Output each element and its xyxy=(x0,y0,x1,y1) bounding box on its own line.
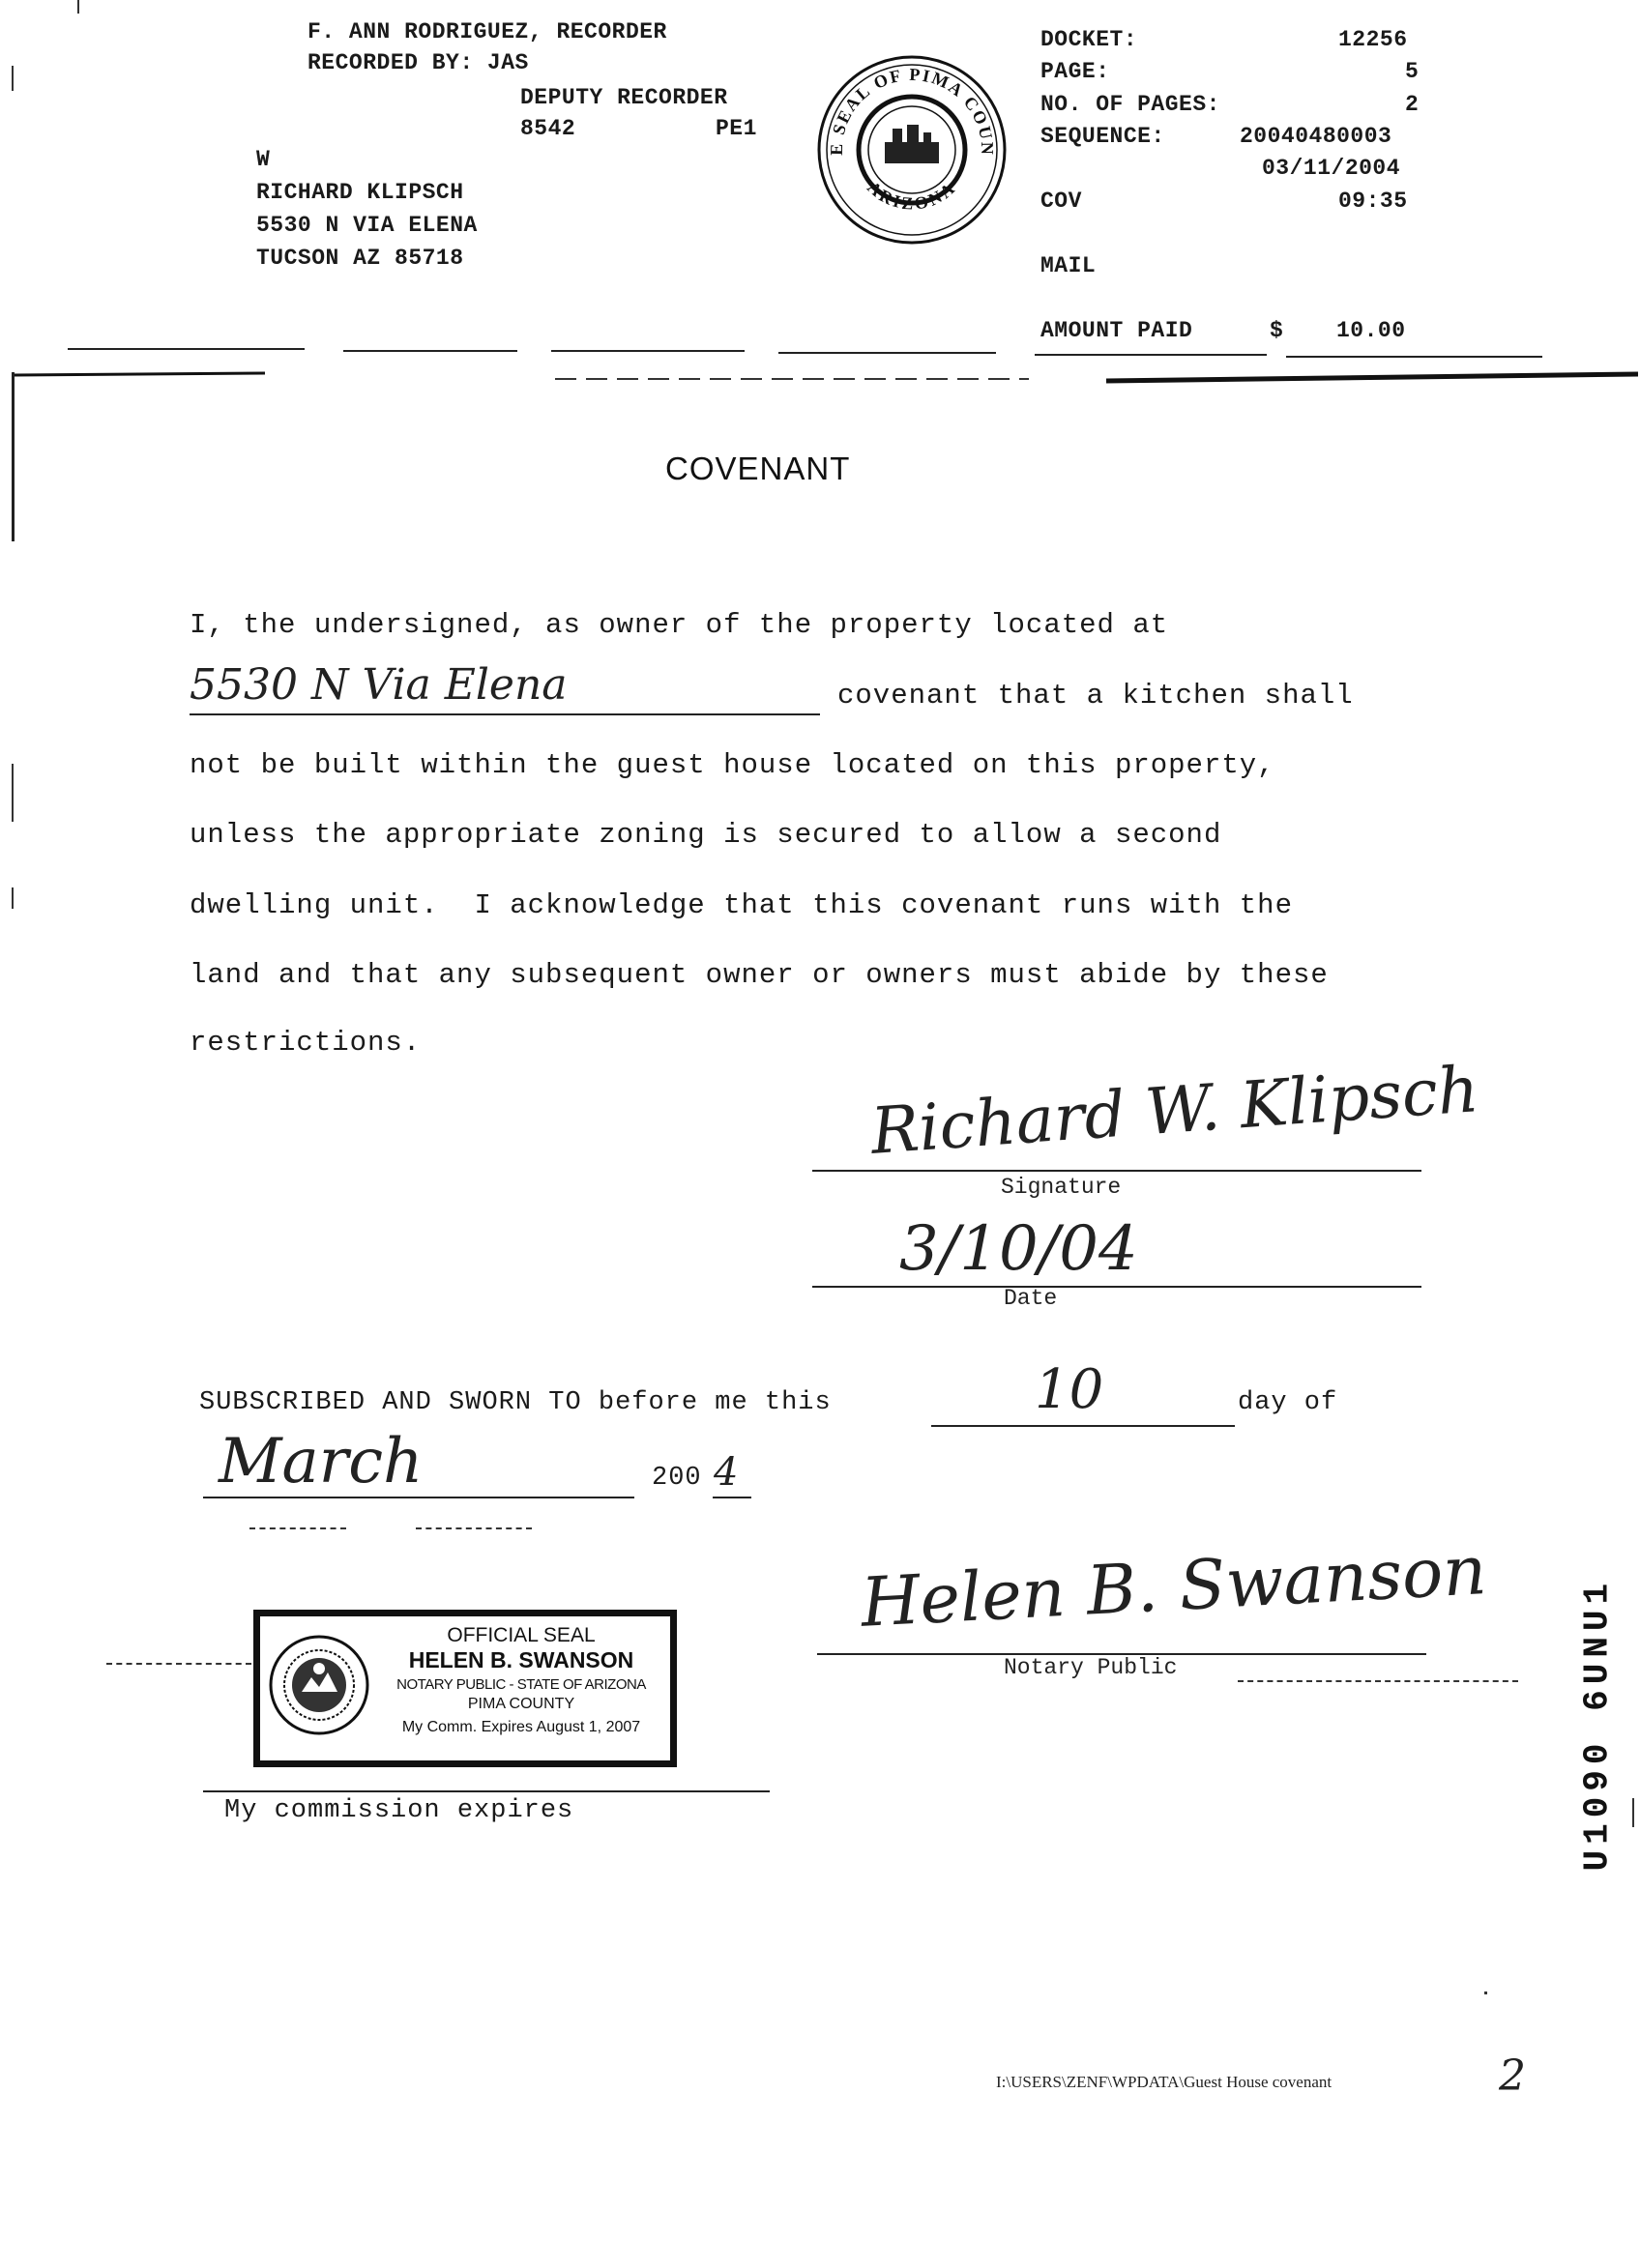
handwritten-address: 5530 N Via Elena xyxy=(190,660,568,710)
recorder-code-left: 8542 xyxy=(520,116,576,141)
sequence-value: 20040480003 xyxy=(1240,124,1392,149)
owner-signature: Richard W. Klipsch xyxy=(868,1052,1481,1169)
header-rule xyxy=(1286,356,1542,358)
addressee-street: 5530 N VIA ELENA xyxy=(256,213,478,238)
stamp-line-3: NOTARY PUBLIC - STATE OF ARIZONA xyxy=(396,1676,646,1693)
month-line xyxy=(203,1497,634,1498)
body-line-2: covenant that a kitchen shall xyxy=(837,680,1354,712)
notary-signature: Helen B. Swanson xyxy=(859,1530,1489,1643)
header-rule xyxy=(343,350,517,352)
stamp-line-2: HELEN B. SWANSON xyxy=(408,1647,634,1672)
day-of-text: day of xyxy=(1238,1388,1338,1417)
stamp-line-5: My Comm. Expires August 1, 2007 xyxy=(401,1719,641,1735)
header-rule xyxy=(68,348,305,350)
year-prefix: 200 xyxy=(652,1464,702,1493)
pages-label: NO. OF PAGES: xyxy=(1040,92,1220,117)
body-line-7: restrictions. xyxy=(190,1027,422,1059)
pages-value: 2 xyxy=(1405,92,1420,117)
recorded-by: RECORDED BY: JAS xyxy=(308,50,529,75)
signature-label: Signature xyxy=(1001,1175,1122,1200)
stamp-line-1: OFFICIAL SEAL xyxy=(447,1624,596,1646)
recorder-name: F. ANN RODRIGUEZ, RECORDER xyxy=(308,19,667,44)
page-label: PAGE: xyxy=(1040,59,1110,84)
year-line xyxy=(713,1497,751,1498)
handwritten-date: 3/10/04 xyxy=(899,1213,1138,1285)
stray-dash xyxy=(416,1527,532,1529)
margin-number xyxy=(1559,1527,1636,1875)
svg-text:THE SEAL OF PIMA COUNTY xyxy=(815,53,997,157)
notary-dash-right xyxy=(1238,1680,1518,1682)
recorder-code-right: PE1 xyxy=(716,116,757,141)
county-seal xyxy=(815,53,1009,247)
body-line-3: not be built within the guest house located on this property, xyxy=(190,749,1275,781)
scan-speck xyxy=(12,764,14,822)
header-rule xyxy=(1035,354,1267,356)
header-rule xyxy=(778,352,996,354)
scan-speck xyxy=(1632,1798,1634,1827)
docket-label: DOCKET: xyxy=(1040,27,1138,52)
record-time: 09:35 xyxy=(1338,189,1408,214)
scan-speck xyxy=(77,0,79,14)
footer-file-path: I:\USERS\ZENF\WPDATA\Guest House covenant xyxy=(996,2073,1332,2091)
stamp-line-4: PIMA COUNTY xyxy=(467,1696,575,1712)
scan-speck xyxy=(1484,1992,1487,1994)
signature-line xyxy=(812,1170,1421,1172)
date-label: Date xyxy=(1004,1286,1058,1311)
docket-value: 12256 xyxy=(1338,27,1408,52)
seal-top-text: E SEAL OF PIMA COUN xyxy=(826,64,998,157)
amount-label: AMOUNT PAID xyxy=(1040,318,1193,343)
margin-number-text: U1090 6UNU1 xyxy=(1577,1577,1618,1872)
header-rule xyxy=(551,350,745,352)
scan-speck xyxy=(12,66,14,91)
body-line-1: I, the undersigned, as owner of the property located at xyxy=(190,609,1169,641)
svg-text:ARIZONA xyxy=(864,177,960,213)
notary-dash-left xyxy=(106,1663,251,1665)
page-value: 5 xyxy=(1405,59,1420,84)
deputy-recorder: DEPUTY RECORDER xyxy=(520,85,728,110)
seal-bottom-text: ARIZONA xyxy=(864,177,960,214)
date-line xyxy=(812,1286,1421,1288)
body-line-6: land and that any subsequent owner or owners must abide by these xyxy=(190,959,1329,991)
handwritten-year-digit: 4 xyxy=(714,1450,739,1495)
record-date: 03/11/2004 xyxy=(1262,156,1401,181)
cov-label: COV xyxy=(1040,189,1082,214)
amount-currency: $ xyxy=(1270,318,1284,343)
body-line-4: unless the appropriate zoning is secured to allow a second xyxy=(190,819,1222,851)
header-heavy-rule xyxy=(14,367,1638,385)
address-underline xyxy=(190,713,820,715)
scan-speck xyxy=(12,887,14,909)
addressee-city: TUCSON AZ 85718 xyxy=(256,246,464,271)
handwritten-month: March xyxy=(219,1426,424,1497)
mail-flag: W xyxy=(256,147,271,172)
notary-stamp xyxy=(253,1610,677,1767)
commission-line xyxy=(203,1790,770,1792)
sequence-label: SEQUENCE: xyxy=(1040,124,1165,149)
commission-label: My commission expires xyxy=(224,1796,574,1825)
mail-label: MAIL xyxy=(1040,253,1097,278)
footer-page-mark: 2 xyxy=(1499,2051,1526,2101)
handwritten-day: 10 xyxy=(1035,1358,1104,1421)
amount-value: 10.00 xyxy=(1336,318,1406,343)
day-line xyxy=(931,1425,1235,1427)
addressee-name: RICHARD KLIPSCH xyxy=(256,180,464,205)
document-title: COVENANT xyxy=(665,451,851,486)
body-line-5: dwelling unit. I acknowledge that this covenant runs with the xyxy=(190,889,1293,921)
sworn-statement: SUBSCRIBED AND SWORN TO before me this xyxy=(199,1388,832,1417)
arizona-seal-icon xyxy=(268,1634,370,1736)
notary-label: Notary Public xyxy=(1004,1655,1178,1680)
left-margin-rule xyxy=(12,372,15,541)
stray-dash xyxy=(249,1527,346,1529)
